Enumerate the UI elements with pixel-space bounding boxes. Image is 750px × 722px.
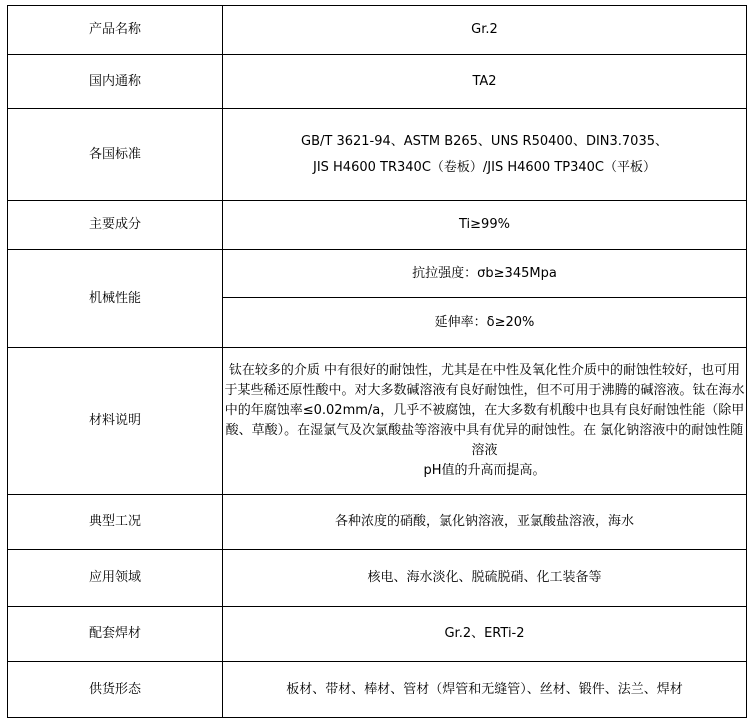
row-value-description [223,348,747,495]
description-text: 钛在较多的介质 中有很好的耐蚀性，尤其是在中性及氧化性介质中的耐蚀性较好，也可用于某些稀还原性酸中。对大多数碱溶液有良好耐蚀性，但不可用于沸腾的碱溶液。钛在海水 中的年腐蚀率≤0.02mm/a，几乎不被腐蚀，在大多数有机酸中也具有良好耐蚀性能（除甲酸、草酸）。在湿氯气及次氯酸盐等溶液中具有优异的耐蚀性。在 氯化钠溶液中的耐蚀性随溶液 [224,363,745,458]
description-text-last: pH值的升高而提高。 [423,463,546,478]
table-row [8,607,747,662]
row-value-welding-material: Gr.2、ERTi-2 [223,607,747,662]
row-label-supply-forms: 供货形态 [8,662,223,718]
row-value-tensile: 抗拉强度：σb≥345Mpa [223,250,747,298]
row-value-applications: 核电、海水淡化、脱硫脱硝、化工装备等 [223,550,747,607]
table-row [8,55,747,109]
row-label-working-conditions: 典型工况 [8,495,223,550]
table-row [8,250,747,298]
row-value-standards [223,109,747,201]
table-row [8,109,747,201]
row-label-applications: 应用领域 [8,550,223,607]
table-row [8,6,747,55]
row-value-product-name: Gr.2 [223,6,747,55]
row-label-standards: 各国标准 [8,109,223,201]
row-value-elongation: 延伸率：δ≥20% [223,298,747,348]
row-value-supply-forms: 板材、带材、棒材、管材（焊管和无缝管）、丝材、锻件、法兰、焊材 [223,662,747,718]
spec-table [7,5,747,718]
standards-line-2: JIS H4600 TR340C（卷板）/JIS H4600 TP340C（平板） [312,159,656,175]
row-value-composition: Ti≥99% [223,201,747,250]
row-label-welding-material: 配套焊材 [8,607,223,662]
table-row [8,550,747,607]
row-label-composition: 主要成分 [8,201,223,250]
row-label-description: 材料说明 [8,348,223,495]
table-row [8,662,747,718]
row-value-working-conditions: 各种浓度的硝酸，氯化钠溶液，亚氯酸盐溶液，海水 [223,495,747,550]
table-row [8,495,747,550]
standards-line-1: GB/T 3621-94、ASTM B265、UNS R50400、DIN3.7035、 [301,133,668,149]
row-label-product-name: 产品名称 [8,6,223,55]
table-row [8,201,747,250]
row-label-mechanical: 机械性能 [8,250,223,348]
row-value-domestic-name: TA2 [223,55,747,109]
row-label-domestic-name: 国内通称 [8,55,223,109]
table-row [8,348,747,495]
